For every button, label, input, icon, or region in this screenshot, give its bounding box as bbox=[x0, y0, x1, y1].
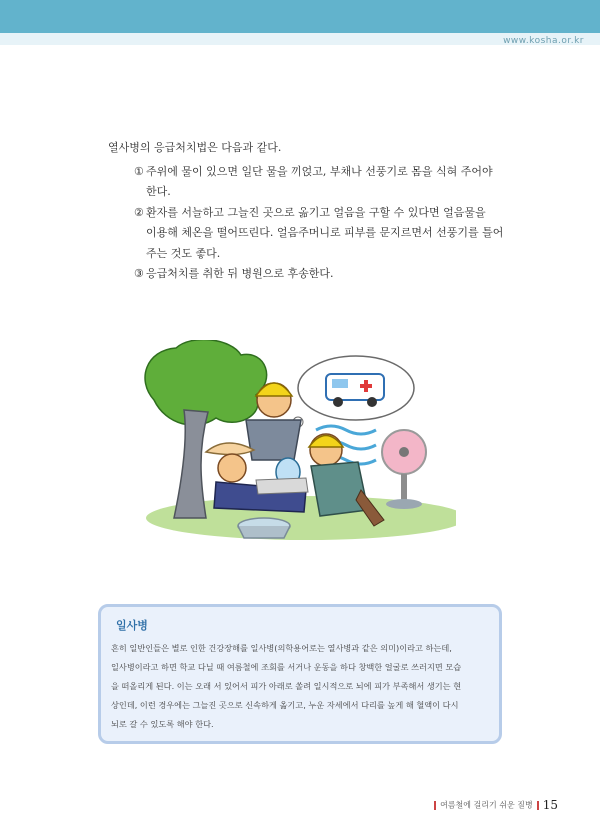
item-line: 주는 것도 좋다. bbox=[146, 246, 221, 260]
item-line: 한다. bbox=[146, 185, 171, 198]
page-footer bbox=[430, 798, 558, 812]
info-line: 흔히 일반인들은 별로 인한 건강장해를 일사병(의학용어로는 열사병과 같은 의미)이라고 하는데, bbox=[111, 643, 452, 653]
footer-divider bbox=[537, 801, 539, 810]
footer-divider bbox=[434, 801, 436, 810]
heatstroke-first-aid-illustration bbox=[136, 340, 456, 550]
header-band bbox=[0, 0, 600, 33]
site-url[interactable]: www.kosha.or.kr bbox=[503, 36, 584, 46]
water-basin-icon bbox=[238, 518, 290, 538]
page-number: 15 bbox=[542, 798, 558, 812]
item-number: ③ bbox=[134, 267, 144, 280]
list-item bbox=[108, 264, 518, 285]
item-line: 주위에 물이 있으면 일단 물을 끼얹고, 부채나 선풍기로 몸을 식혀 주어야 bbox=[146, 164, 493, 178]
intro-text: 열사병의 응급처치법은 다음과 같다. bbox=[108, 141, 282, 154]
info-box-body bbox=[111, 639, 491, 734]
info-line: 을 떠올리게 된다. 이는 오래 서 있어서 피가 아래로 쏠려 일시적으로 뇌에 피가 부족해서 생기는 현 bbox=[111, 681, 462, 691]
item-line: 응급처치를 취한 뒤 병원으로 후송한다. bbox=[146, 267, 334, 280]
info-line: 뇌로 갈 수 있도록 해야 한다. bbox=[111, 719, 214, 729]
item-line: 환자를 서늘하고 그늘진 곳으로 옮기고 얼음을 구할 수 있다면 얼음물을 bbox=[146, 205, 486, 219]
list-item bbox=[108, 203, 518, 265]
item-number: ① bbox=[134, 164, 144, 178]
info-box-title: 일사병 bbox=[116, 619, 148, 632]
info-line: 상인데, 이런 경우에는 그늘진 곳으로 신속하게 옮기고, 누운 자세에서 다리를 높게 해 혈액이 다시 bbox=[111, 700, 459, 710]
item-number: ② bbox=[134, 205, 144, 219]
list-item bbox=[108, 162, 518, 203]
first-aid-section bbox=[108, 138, 518, 285]
footer-title: 여름철에 걸리기 쉬운 질병 bbox=[440, 800, 533, 810]
item-line: 이용해 체온을 떨어뜨린다. 얼음주머니로 피부를 문지르면서 선풍기를 틀어 bbox=[146, 226, 504, 239]
info-box bbox=[98, 604, 502, 744]
info-line: 일사병이라고 하면 학교 다닐 때 여름철에 조회를 서거나 운동을 하다 창백한 얼굴로 쓰러지면 모습 bbox=[111, 662, 462, 672]
